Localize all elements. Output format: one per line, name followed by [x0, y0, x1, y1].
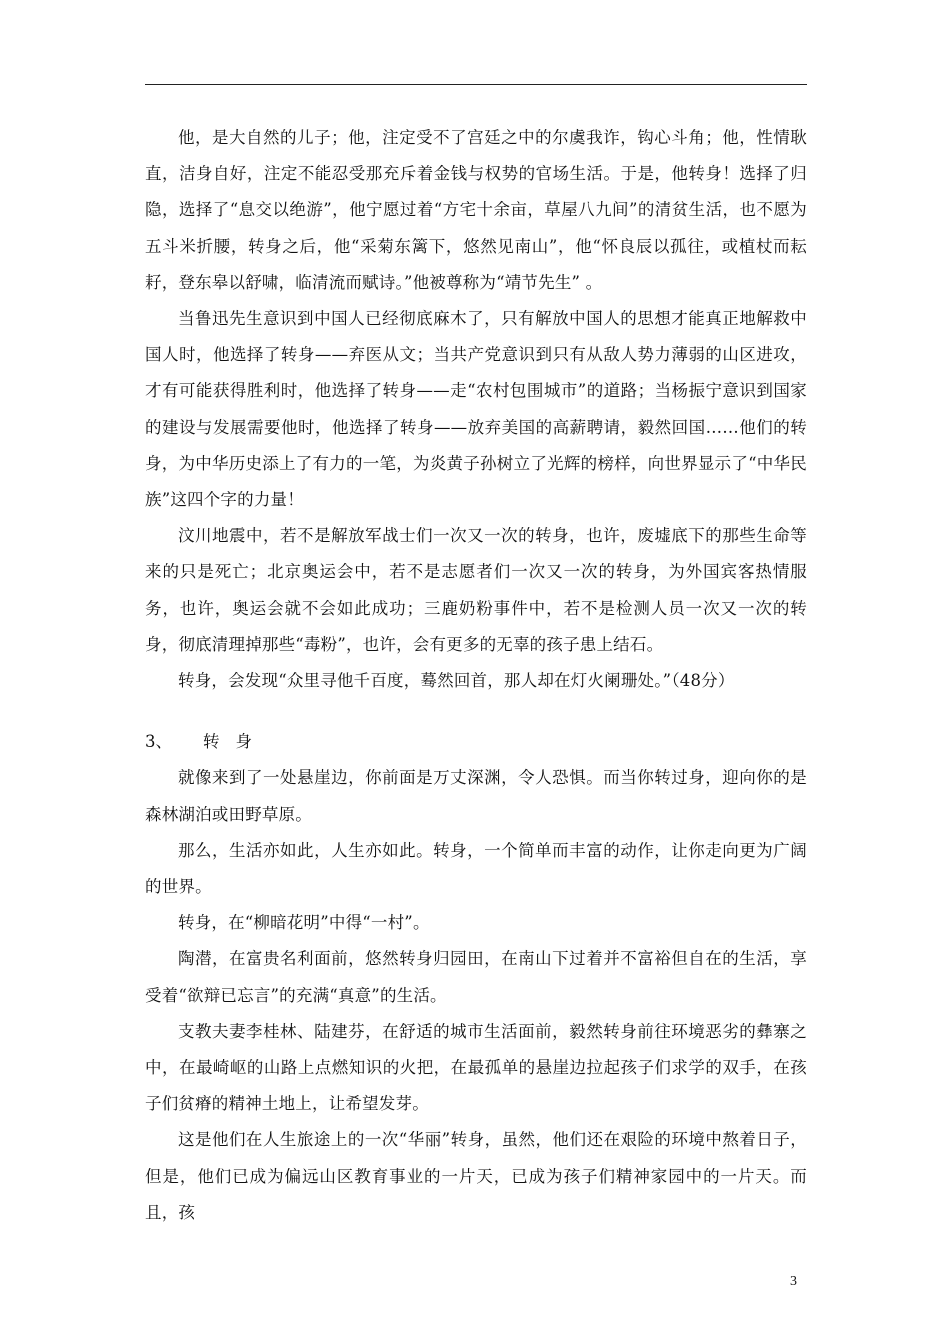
paragraph: 转身，会发现“众里寻他千百度，蓦然回首，那人却在灯火阑珊处。”（48分） [178, 671, 735, 691]
paragraph: 转身，在“柳暗花明”中得“一村”。 [178, 913, 430, 933]
paragraph: 就像来到了一处悬崖边，你前面是万丈深渊，令人恐惧。而当你转过身，迎向你的是森林湖泊或田野草原。 [145, 768, 807, 824]
section-heading [145, 724, 807, 760]
paragraph: 陶潜，在富贵名利面前，悠然转身归园田，在南山下过着并不富裕但自在的生活，享受着“欲辩已忘言”的充满“真意”的生活。 [145, 949, 807, 1005]
document-body [145, 120, 807, 1231]
section-title: 转身 [203, 732, 268, 752]
paragraph: 他，是大自然的儿子；他，注定受不了宫廷之中的尔虞我诈，钩心斗角；他，性情耿直，洁身自好，注定不能忍受那充斥着金钱与权势的官场生活。于是，他转身！选择了归隐，选择了“息交以绝游”，他宁愿过着“方宅十余亩，草屋八九间”的清贫生活，也不愿为五斗米折腰，转身之后，他“采菊东篱下，悠然见南山”，他“怀良辰以孤往，或植杖而耘耔，登东皋以舒啸，临清流而赋诗。”他被尊称为“靖节先生” 。 [145, 128, 807, 292]
section-number: 3、 [145, 732, 172, 752]
paragraph: 这是他们在人生旅途上的一次“华丽”转身，虽然，他们还在艰险的环境中熬着日子，但是，他们已成为偏远山区教育事业的一片天，已成为孩子们精神家园中的一片天。而且，孩 [145, 1130, 807, 1222]
paragraph: 那么，生活亦如此，人生亦如此。转身，一个简单而丰富的动作，让你走向更为广阔的世界。 [145, 840, 807, 897]
header-rule [145, 84, 807, 85]
paragraph: 支教夫妻李桂林、陆建芬，在舒适的城市生活面前，毅然转身前往环境恶劣的彝寨之中，在最崎岖的山路上点燃知识的火把，在最孤单的悬崖边拉起孩子们求学的双手，在孩子们贫瘠的精神土地上，让希望发芽。 [145, 1021, 807, 1114]
paragraph: 汶川地震中，若不是解放军战士们一次又一次的转身，也许，废墟底下的那些生命等来的只是死亡；北京奥运会中，若不是志愿者们一次又一次的转身，为外国宾客热情服务，也许，奥运会就不会如此成功；三鹿奶粉事件中，若不是检测人员一次又一次的转身，彻底清理掉那些“毒粉”，也许，会有更多的无辜的孩子患上结石。 [145, 526, 807, 654]
page-number: 3 [790, 1274, 797, 1289]
paragraph: 当鲁迅先生意识到中国人已经彻底麻木了，只有解放中国人的思想才能真正地解救中国人时，他选择了转身——弃医从文；当共产党意识到只有从敌人势力薄弱的山区进攻，才有可能获得胜利时，他选择了转身——走“农村包围城市”的道路；当杨振宁意识到国家的建设与发展需要他时，他选择了转身——放弃美国的高薪聘请，毅然回国……他们的转身，为中华历史添上了有力的一笔，为炎黄子孙树立了光辉的榜样，向世界显示了“中华民族”这四个字的力量！ [145, 309, 807, 510]
